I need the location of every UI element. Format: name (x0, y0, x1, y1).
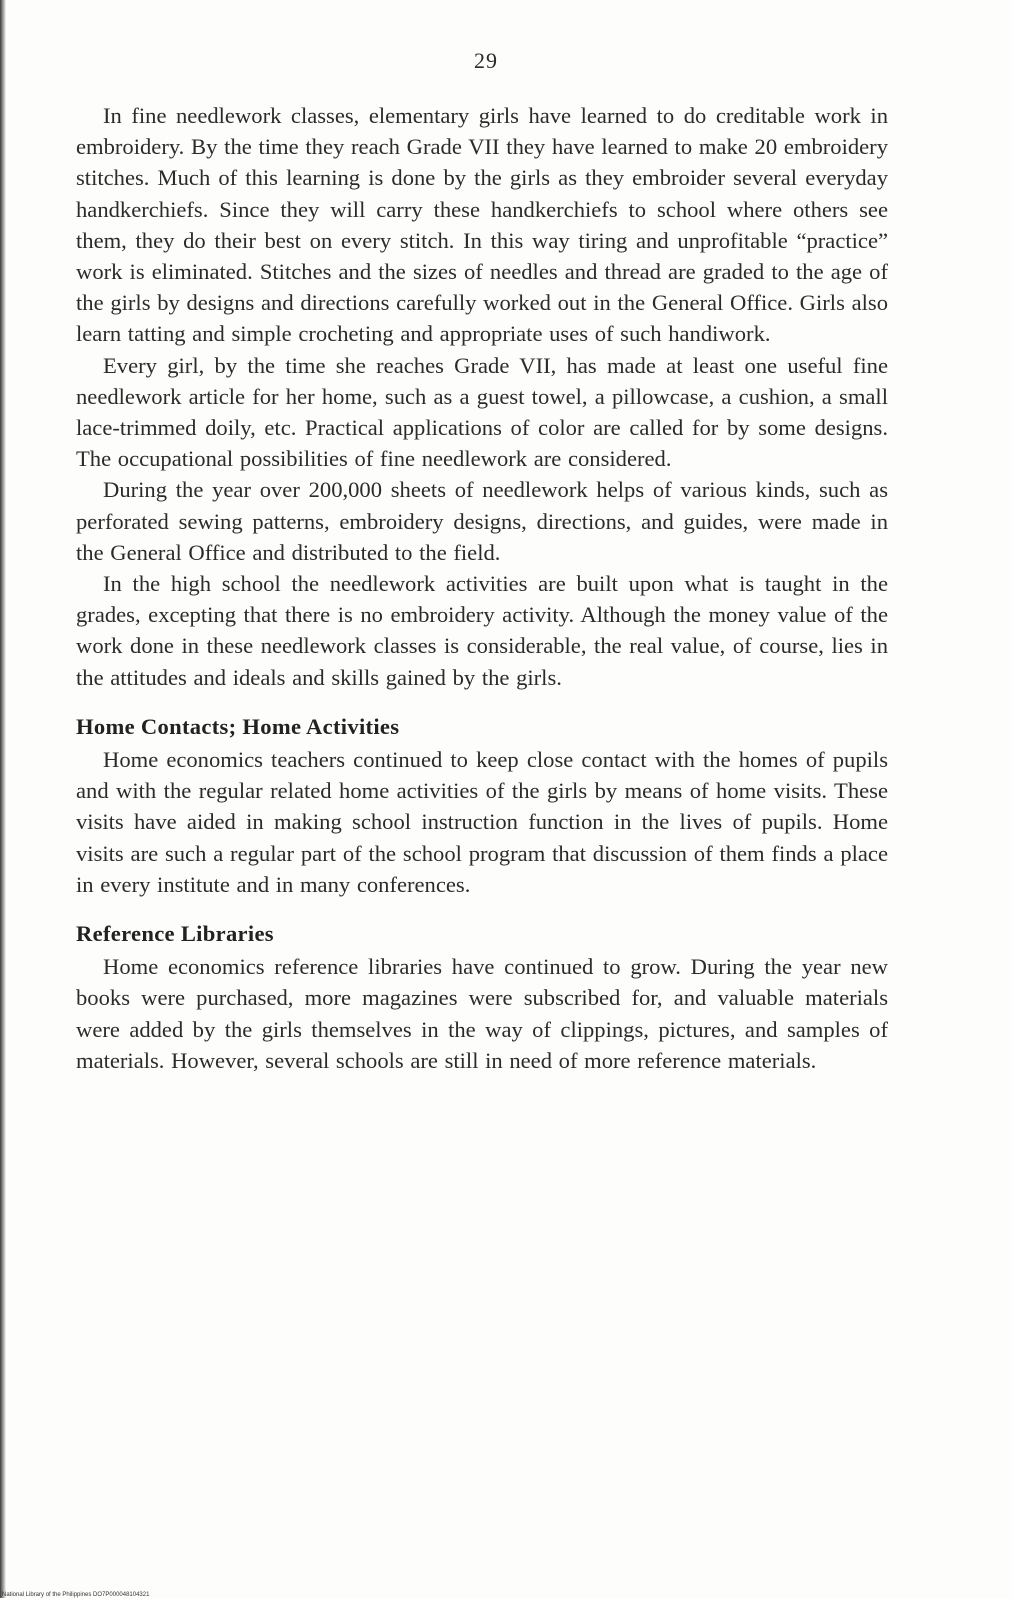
paragraph-needlework-helps: During the year over 200,000 sheets of needlework helps of various kinds, such as perforated sewing patterns, embroidery designs, directions, and guides, were made in the General Office and distributed to the field. (76, 477, 888, 565)
paragraph-grade-vii-article: Every girl, by the time she reaches Grade VII, has made at least one useful fine needlework article for her home, such as a guest towel, a pillowcase, a cushion, a small lace-trimmed doily, etc. Practical applications of color are called for by some designs. The occupational possibilities of fine needlework are considered. (76, 352, 888, 472)
page-body (76, 100, 888, 1076)
paragraph-fine-needlework: In fine needlework classes, elementary girls have learned to do creditable work in embroidery. By the time they reach Grade VII they have learned to make 20 embroidery stitches. Much of this learning is done by the girls as they embroider several everyday handkerchiefs. Since they will carry these handkerchiefs to school where others see them, they do their best on every stitch. In this way tiring and unprofitable “practice” work is eliminated. Stitches and the sizes of needles and thread are graded to the age of the girls by designs and directions carefully worked out in the General Office. Girls also learn tatting and simple crocheting and appropriate uses of such handiwork. (76, 103, 888, 347)
heading-reference-libraries: Reference Libraries (76, 921, 274, 947)
footer-credit: National Library of the Philippines DO7P000048104321 (2, 1592, 150, 1598)
heading-home-contacts: Home Contacts; Home Activities (76, 713, 400, 739)
page-number: 29 (474, 48, 498, 73)
page-binding-edge (0, 0, 6, 1598)
paragraph-reference-libraries: Home economics reference libraries have continued to grow. During the year new books were purchased, more magazines were subscribed for, and valuable materials were added by the girls themselves in the way of clippings, pictures, and samples of materials. However, several schools are still in need of more reference materials. (76, 954, 888, 1073)
paragraph-high-school: In the high school the needlework activities are built upon what is taught in the grades, excepting that there is no embroidery activity. Although the money value of the work done in these needlework classes is considerable, the real value, of course, lies in the attitudes and ideals and skills gained by the girls. (76, 571, 888, 690)
paragraph-home-contacts: Home economics teachers continued to keep close contact with the homes of pupils and with the regular related home activities of the girls by means of home visits. These visits have aided in making school instruction function in the lives of pupils. Home visits are such a regular part of the school program that discussion of them finds a place in every institute and in many conferences. (76, 747, 888, 897)
